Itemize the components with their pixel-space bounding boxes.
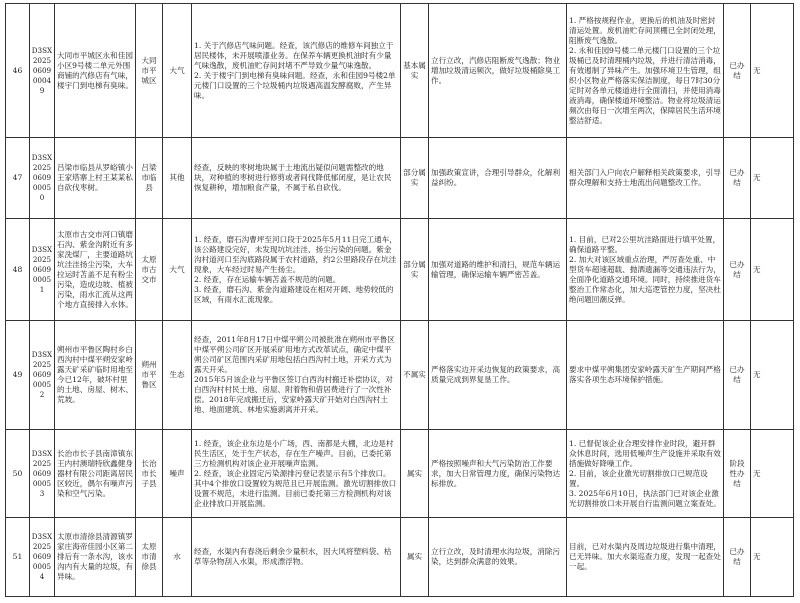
table-row	[6, 138, 794, 219]
investigation-findings: 1. 经查，磨石沟曹坪至河口段于2025年5月11日完工通车，该公路建设完好，未发现坑坑洼洼、扬尘污染的问题。紫金沟村道河口至沟底路段属于农村道路，约2公里路段存在坑洼现象，大车经过时易产生扬尘。 2. 经查，存在运输车辆苫盖不规范的问题。 3. 经查，磨石沟、紫金沟道路建设在相对开阔、地势较低的区域，有雨水汇流现象。	[192, 219, 401, 321]
handling-results: 1. 目前，已对2公里坑洼路面进行填平处置，确保道路平整。 2. 加大对该区域重点治理，严厉查处重、中型货车超速超载、抛洒遗漏等交通违法行为，全面净化道路交通环境。同时，持续推进货车整治工作常态化，加大巡逻管控力度，坚决杜绝问题回潮反弹。	[567, 219, 724, 321]
district: 吕梁市临县	[136, 138, 163, 219]
pollution-category: 大气	[163, 4, 192, 138]
investigation-findings: 1. 关于汽修店气味问题。经查，该汽修店的维修车间独立于居民楼体，未开展喷漆业务。在保养车辆更换机油时有少量气味逸散，废机油贮存间封堵不严导致少量气味逸散。 2. 关于楼宇门到电梯有臭味问题。经查，永和佳园9号楼2单元楼门口设置的三个垃圾桶内垃圾遇高温发酵腐败，产生异味。	[192, 4, 401, 138]
investigation-findings: 经查，水渠内有春浇后剩余少量积水，因大风将塑料袋、枯草等杂物刮入水渠，形成漂浮物。	[192, 518, 401, 597]
rectification-measures: 立行立改，及时清理水沟垃圾，消除污染，达到群众满意的效果。	[429, 518, 567, 597]
case-id: D3SX2025060900053	[30, 430, 55, 518]
handling-results: 要求中煤平朔集团安家岭露天矿生产期间严格落实各项生态环境保护措施。	[567, 321, 724, 430]
complaint-content: 朔州市平鲁区陶村乡白西沟村中煤平朔安家岭露天矿采矿临时用地至今已12年，破坏村里的土地、房屋、树木、荒坡。	[55, 321, 136, 430]
status: 已办结	[724, 321, 751, 430]
table-row	[6, 219, 794, 321]
complaint-content: 大同市平城区永和佳园小区9号楼二单元外围商铺的汽修店有气味，楼宇门到电梯有臭味。	[55, 4, 136, 138]
investigation-findings: 1. 经查，该企业东边是小广场，西、南都是大棚，北边是村民生活区，处于生产状态，存在生产噪声。目前，已委托第三方检测机构对该企业开展噪声监测。 2. 经查，该企业固定污染源排污登记表显示有5个排放口。其中4个排放口设置较为规范且已开展监测。激光切割排放口设置不规范，未进行监测。目前已委托第三方检测机构对该企业排放口开展监测。	[192, 430, 401, 518]
investigation-findings: 经查，2011年8月17日中煤平朔公司被批准在朔州市平鲁区中煤平朔公司矿区开展采矿用地方式改革试点，确定中煤平朔公司矿区范围内采矿用地包括白西沟村土地，开采方式为露天开采。 2015年5月该企业与平鲁区签订白西沟村搬迁补偿协议，对白西沟村村民土地、房屋、附着物和借居费进行了一次性补偿。2018年完成搬迁后，安家岭露天矿开始对白西沟村土地、地面建筑、林地实施剥离并开采。	[192, 321, 401, 430]
status: 已办结	[724, 138, 751, 219]
accountability: 无	[751, 430, 794, 518]
rectification-measures: 加强对道路的维护和清扫，规范车辆运输管理，确保运输车辆严密苫盖。	[429, 219, 567, 321]
table-row	[6, 4, 794, 138]
complaint-content: 吕梁市临县从罗峪镇小王家塔寨上村王某某私自砍伐枣树。	[55, 138, 136, 219]
handling-results: 目前，已对水渠内及周边垃圾进行集中清理，已无异味。加大水渠巡查力度，发现一起查处一起。	[567, 518, 724, 597]
complaint-content: 太原市清徐县清源镇罗家庄海帝佳园小区第二排后有一条水沟，该水沟内有大量的垃圾，有异味。	[55, 518, 136, 597]
pollution-category: 其他	[163, 138, 192, 219]
row-number: 51	[6, 518, 30, 597]
pollution-category: 水	[163, 518, 192, 597]
rectification-measures: 严格按照噪声和大气污染防治工作要求，加大日常管理力度，确保污染物达标排放。	[429, 430, 567, 518]
case-id: D3SX2025060900054	[30, 518, 55, 597]
row-number: 48	[6, 219, 30, 321]
table-row	[6, 430, 794, 518]
table-row	[6, 321, 794, 430]
case-id: D3SX2025060900050	[30, 138, 55, 219]
investigation-findings: 经查，反映的枣树地块属于土地流出疑似问题需整改的地块，对种植的枣树进行修剪或者间伐降低郁闭度，是让农民恢复耕种，增加粮食产量，不属于私自砍伐。	[192, 138, 401, 219]
rectification-measures: 立行立改，汽修店阻断废气逸散；物业增加垃圾清运频次，做好垃圾桶除臭工作。	[429, 4, 567, 138]
row-number: 47	[6, 138, 30, 219]
status: 阶段性办结	[724, 430, 751, 518]
district: 大同市平城区	[136, 4, 163, 138]
rectification-measures: 严格落实边开采边恢复的政策要求，高质量完成到界复垦工作。	[429, 321, 567, 430]
handling-results: 1. 已督促该企业合理安排作业时段，避开群众休息时间，选用低噪声生产设施并采取有效措施做好降噪工作。 2. 目前，该企业激光切割排放口已规范设置。 3. 2025年6月10日，执法部门已对该企业激光切割排放口未开展自行监测问题立案查处。	[567, 430, 724, 518]
table-row	[6, 518, 794, 597]
verdict: 属实	[401, 518, 429, 597]
complaint-content: 太原市古交市河口镇磨石沟、紫金沟附近有多家洗煤厂，主要道路坑坑洼洼扬尘污染，大车拉运时苫盖不足有粉尘污染，造成边坡、植被污染，雨水汇流从这两个地方直接排入水体。	[55, 219, 136, 321]
handling-results: 相关部门入户向农户解释相关政策要求，引导群众理解和支持土地流出问题整改工作。	[567, 138, 724, 219]
accountability: 无	[751, 321, 794, 430]
accountability: 无	[751, 518, 794, 597]
district: 太原市清徐县	[136, 518, 163, 597]
case-id: D3SX2025060900049	[30, 4, 55, 138]
row-number: 50	[6, 430, 30, 518]
verdict: 不属实	[401, 321, 429, 430]
complaint-table	[5, 3, 794, 597]
case-id: D3SX2025060900051	[30, 219, 55, 321]
district: 长治市长子县	[136, 430, 163, 518]
accountability: 无	[751, 138, 794, 219]
verdict: 基本属实	[401, 4, 429, 138]
district: 朔州市平鲁区	[136, 321, 163, 430]
accountability: 无	[751, 4, 794, 138]
district: 太原市古交市	[136, 219, 163, 321]
verdict: 属实	[401, 430, 429, 518]
rectification-measures: 加强政策宣讲，合理引导群众，化解利益纠纷。	[429, 138, 567, 219]
case-id: D3SX2025060900052	[30, 321, 55, 430]
accountability: 无	[751, 219, 794, 321]
pollution-category: 噪声	[163, 430, 192, 518]
status: 已办结	[724, 219, 751, 321]
verdict: 部分属实	[401, 219, 429, 321]
status: 已办结	[724, 4, 751, 138]
handling-results: 1. 严格按规程作业，更换后的机油及时密封清运处置。废机油贮存间顶棚已全封闭处理，阻断废气逸散。 2. 永和佳园9号楼二单元楼门口设置的三个垃圾桶已及时清理桶内垃圾，并进行清洁消毒，有效遏制了异味产生。加强环境卫生管理，组织小区物业严格落实保洁制度，每日7时30分定时对各单元楼道进行全面清扫，并使用消毒液消毒，确保楼道环境整洁。物业将垃圾清运频次由每日一次增至两次，保障居民生活环境整洁舒适。	[567, 4, 724, 138]
row-number: 46	[6, 4, 30, 138]
pollution-category: 生态	[163, 321, 192, 430]
status: 已办结	[724, 518, 751, 597]
row-number: 49	[6, 321, 30, 430]
verdict: 部分属实	[401, 138, 429, 219]
pollution-category: 大气	[163, 219, 192, 321]
complaint-content: 长治市长子县南漳镇东王内村澳瑞特欣鑫健身器材有限公司距离居民区较近，偶尔有噪声污染和空气污染。	[55, 430, 136, 518]
